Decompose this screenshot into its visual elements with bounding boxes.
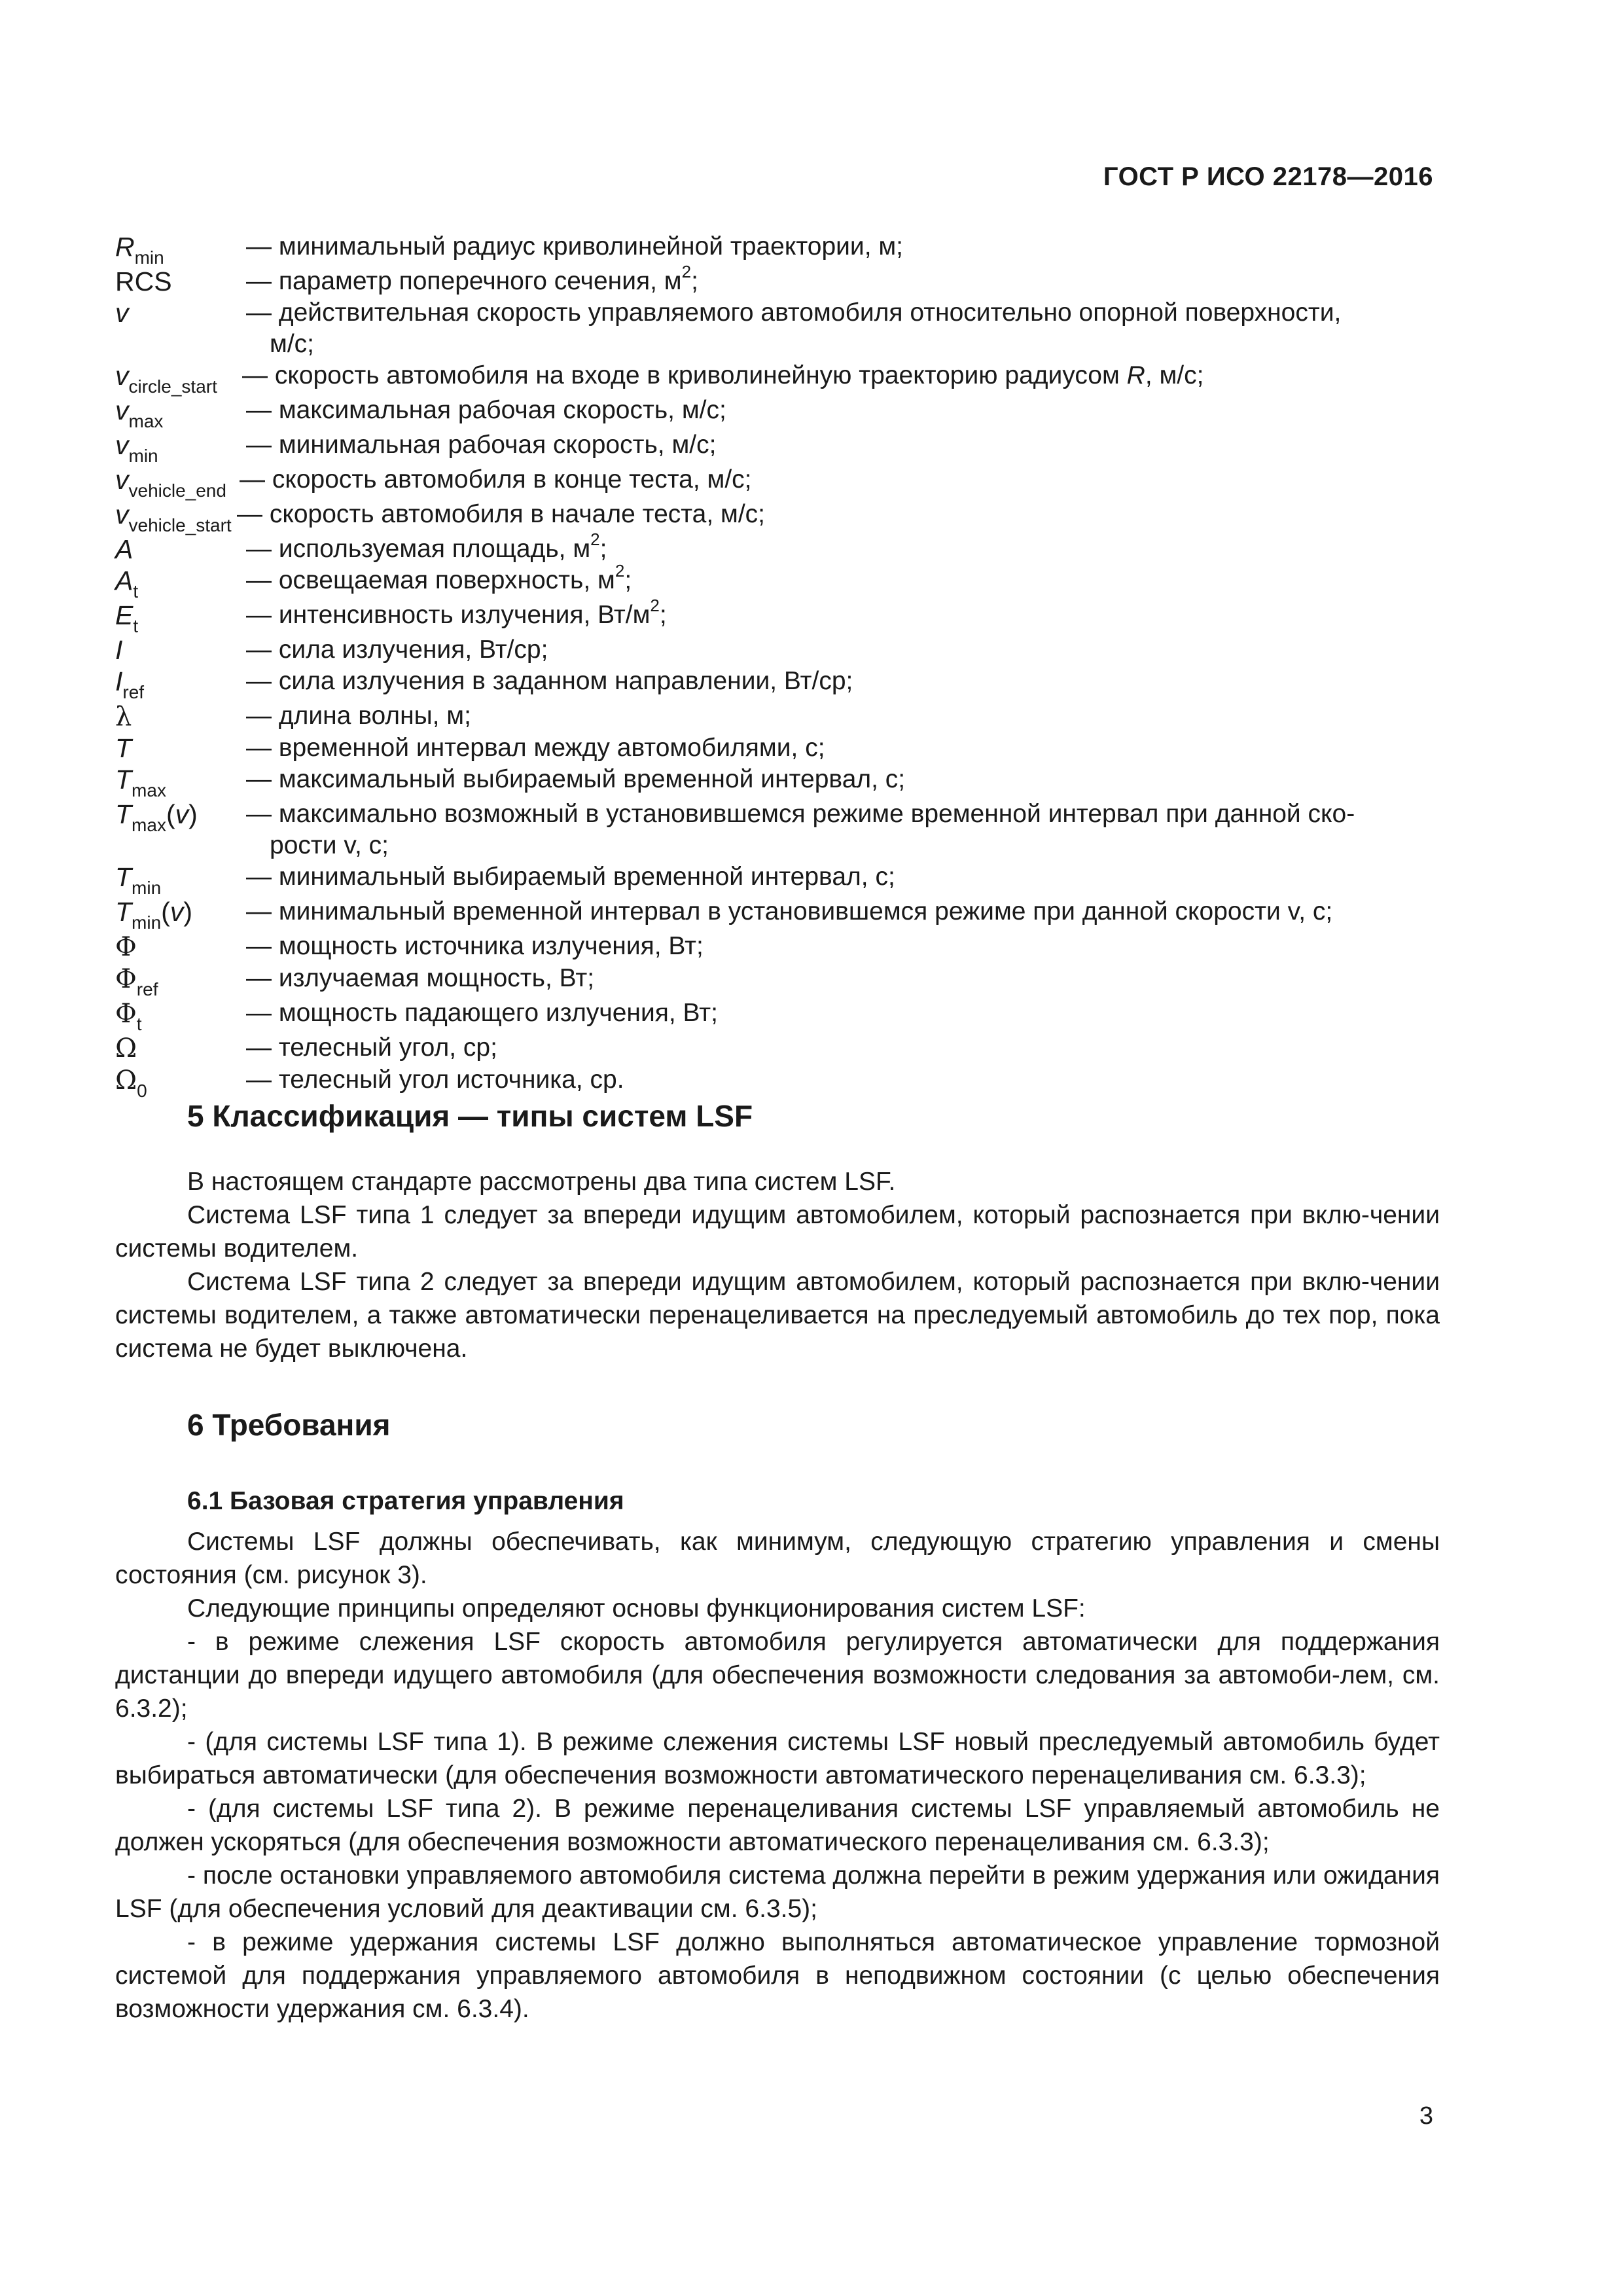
- symbol-definition: — мощность падающего излучения, Вт;: [246, 999, 718, 1027]
- symbol-term: [115, 499, 237, 533]
- symbol-definition: — используемая площадь, $м^2$;: [246, 529, 607, 563]
- symbol-term: [115, 464, 240, 499]
- symbol-term: [115, 1032, 246, 1064]
- symbol-term: [115, 565, 246, 600]
- symbol-definition: — скорость автомобиля в начале теста, м/с;: [237, 500, 766, 528]
- symbol-definition: — минимальный радиус криволинейной траектории, м;: [246, 232, 904, 260]
- symbol-base: v: [115, 298, 129, 328]
- paragraph: Система LSF типа 2 следует за впереди идущим автомобилем, который распознается при вклю-чении системы водителем, а также автоматически перенацеливается на преследуемый автомобиль до тех пор, пока система не будет выключена.: [115, 1268, 1440, 1363]
- paragraph: В настоящем стандарте рассмотрены два типа систем LSF.: [187, 1168, 896, 1196]
- symbol-base: A: [115, 534, 134, 564]
- section-5-heading: 5 Классификация — типы систем LSF: [187, 1099, 753, 1133]
- symbol-term: [115, 297, 246, 329]
- symbol-base: T: [115, 764, 132, 795]
- symbol-row: [115, 464, 1440, 499]
- symbol-subscript: max: [128, 411, 164, 431]
- symbol-base: T: [115, 897, 132, 927]
- symbol-base: A: [115, 565, 134, 596]
- symbol-term: [115, 395, 246, 429]
- symbol-base: Ω: [115, 1066, 137, 1096]
- symbol-definition: — временной интервал между автомобилями, с;: [246, 734, 825, 762]
- paragraph: Следующие принципы определяют основы функционирования систем LSF:: [187, 1594, 1086, 1623]
- symbol-term: [115, 429, 246, 464]
- symbol-subscript: t: [136, 1014, 142, 1034]
- symbol-term: [115, 600, 246, 634]
- symbol-definition: — минимальный выбираемый временной интервал, с;: [246, 863, 895, 891]
- symbol-row: [115, 529, 1440, 565]
- list-item: - (для системы LSF типа 1). В режиме слежения системы LSF новый преследуемый автомобиль будет выбираться автоматически (для обеспечения возможности автоматического перенацеливания см. 6.3.3);: [115, 1728, 1440, 1789]
- subsection-6-1-heading: 6.1 Базовая стратегия управления: [187, 1487, 624, 1515]
- list-item: - (для системы LSF типа 2). В режиме перенацеливания системы LSF управляемый автомобиль не должен ускоряться (для обеспечения возможности автоматического перенацеливания см. 6.3.3);: [115, 1795, 1440, 1856]
- symbol-row: [115, 395, 1440, 429]
- symbol-base: λ: [115, 702, 132, 732]
- symbol-subscript: min: [132, 912, 162, 933]
- standard-id-header: ГОСТ Р ИСО 22178—2016: [1103, 162, 1433, 191]
- symbol-term: [115, 896, 246, 931]
- symbol-definition: — минимальный временной интервал в установившемся режиме при данной скорости v, с;: [246, 897, 1333, 925]
- symbol-subscript: max: [132, 815, 166, 835]
- symbol-base: I: [115, 635, 123, 665]
- symbol-row: [115, 700, 1440, 732]
- symbol-definition: — сила излучения в заданном направлении, Вт/ср;: [246, 667, 853, 695]
- symbol-term: [115, 231, 246, 266]
- symbol-subscript: circle_start: [128, 376, 217, 397]
- symbol-subscript: max: [132, 780, 166, 800]
- symbol-row: [115, 360, 1440, 395]
- symbol-base: v: [115, 361, 129, 391]
- symbol-term: [115, 700, 246, 732]
- symbol-row: [115, 1064, 1440, 1099]
- symbol-base: Φ: [115, 964, 137, 994]
- symbol-definition: — сила излучения, Вт/ср;: [246, 636, 548, 664]
- definition-continuation: м/с;: [270, 330, 314, 358]
- symbol-definition: — интенсивность излучения, $Вт/м^2$;: [246, 596, 667, 629]
- symbol-row: [115, 596, 1440, 636]
- symbol-subscript: min: [132, 878, 162, 898]
- symbol-definition: — действительная скорость управляемого автомобиля относительно опорной поверхности, м/с;: [246, 297, 1440, 360]
- symbol-base: T: [115, 862, 132, 892]
- symbol-definition: — освещаемая поверхность, $м^2$;: [246, 561, 632, 594]
- symbol-base: v: [115, 395, 129, 425]
- symbol-definition: — максимально возможный в установившемся режиме временной интервал при данной ско- рости v, с;: [246, 798, 1440, 861]
- symbol-term: [115, 997, 246, 1032]
- symbol-base: Φ: [115, 999, 137, 1029]
- symbol-definition: — телесный угол, ср;: [246, 1033, 497, 1062]
- symbol-base: T: [115, 799, 132, 829]
- symbol-base: I: [115, 666, 123, 696]
- symbol-definition: — мощность источника излучения, Вт;: [246, 932, 704, 960]
- symbol-term: [115, 732, 246, 764]
- symbol-term: [115, 764, 246, 798]
- symbol-definition: — длина волны, м;: [246, 702, 471, 730]
- symbol-row: [115, 997, 1440, 1032]
- symbol-row: [115, 634, 1440, 666]
- symbol-subscript: min: [128, 446, 158, 466]
- symbol-subscript: t: [133, 616, 139, 636]
- symbol-term: [115, 360, 242, 395]
- symbol-base: Ω: [115, 1033, 137, 1064]
- symbol-definition: — максимальная рабочая скорость, м/с;: [246, 396, 726, 424]
- section-6-body: [115, 1525, 1440, 2026]
- symbol-definition: — максимальный выбираемый временной интервал, с;: [246, 765, 906, 793]
- symbols-list: [115, 231, 1440, 1099]
- symbol-row: [115, 561, 1440, 601]
- symbol-base: v: [115, 465, 129, 495]
- symbol-term: [115, 666, 246, 700]
- symbol-row: [115, 429, 1440, 464]
- symbol-row: [115, 798, 1440, 861]
- symbol-row: [115, 499, 1440, 533]
- symbol-row: [115, 231, 1440, 266]
- section-6-heading: 6 Требования: [187, 1408, 391, 1442]
- symbol-row: [115, 861, 1440, 896]
- paragraph: Система LSF типа 1 следует за впереди идущим автомобилем, который распознается при вклю-чении системы водителем.: [115, 1201, 1440, 1263]
- symbol-row: [115, 1032, 1440, 1064]
- list-item: - в режиме слежения LSF скорость автомобиля регулируется автоматически для поддержания дистанции до впереди идущего автомобиля (для обеспечения возможности следования за автомоби-лем, см. 6.3.2);: [115, 1628, 1440, 1723]
- symbol-term: [115, 798, 246, 833]
- symbol-subscript: ref: [122, 682, 145, 702]
- symbol-definition: — излучаемая мощность, Вт;: [246, 964, 595, 992]
- symbol-definition: — минимальная рабочая скорость, м/с;: [246, 431, 717, 459]
- symbol-subscript: vehicle_start: [128, 515, 232, 535]
- symbol-subscript: vehicle_end: [128, 480, 226, 501]
- list-item: - в режиме удержания системы LSF должно выполняться автоматическое управление тормозной системой для поддержания управляемого автомобиля в неподвижном состоянии (с целью обеспечения возможности удержания см. 6.3.4).: [115, 1928, 1440, 2023]
- symbol-subscript: min: [134, 247, 164, 268]
- symbol-definition: — параметр поперечного сечения, $м^2$;: [246, 262, 698, 295]
- symbol-row: [115, 666, 1440, 700]
- symbol-base: v: [115, 430, 129, 460]
- symbol-term: [115, 963, 246, 997]
- symbol-term: [115, 533, 246, 565]
- symbol-definition: — скорость автомобиля на входе в криволинейную траекторию радиусом R, м/с;: [242, 361, 1204, 389]
- symbol-base: Φ: [115, 932, 137, 962]
- symbol-subscript: t: [133, 581, 139, 601]
- symbol-row: [115, 297, 1440, 360]
- definition-continuation: рости v, с;: [270, 831, 389, 859]
- symbol-argument: (v): [166, 799, 198, 829]
- symbol-definition: — телесный угол источника, ср.: [246, 1066, 624, 1094]
- symbol-subscript: ref: [136, 979, 158, 999]
- symbol-base: v: [115, 499, 129, 529]
- symbol-base: R: [115, 232, 135, 262]
- symbol-base: E: [115, 600, 134, 630]
- symbol-subscript: 0: [137, 1081, 147, 1101]
- symbol-row: [115, 262, 1440, 297]
- symbol-row: [115, 931, 1440, 963]
- symbol-argument: (v): [161, 897, 192, 927]
- paragraph: Системы LSF должны обеспечивать, как минимум, следующую стратегию управления и смены состояния (см. рисунок 3).: [115, 1528, 1440, 1589]
- list-item: - после остановки управляемого автомобиля система должна перейти в режим удержания или ожидания LSF (для обеспечения условий для деактивации см. 6.3.5);: [115, 1861, 1440, 1923]
- page-number: 3: [1419, 2102, 1433, 2130]
- symbol-row: [115, 896, 1440, 931]
- symbol-term: [115, 931, 246, 963]
- symbol-row: [115, 764, 1440, 798]
- symbol-term: [115, 861, 246, 896]
- symbol-row: [115, 732, 1440, 764]
- symbol-definition: — скорость автомобиля в конце теста, м/с;: [240, 465, 752, 493]
- symbol-term: [115, 1064, 246, 1099]
- symbol-term: [115, 266, 246, 297]
- symbol-row: [115, 963, 1440, 997]
- section-5-body: [115, 1165, 1440, 1365]
- symbol-base: T: [115, 733, 132, 763]
- symbol-base: RCS: [115, 266, 172, 296]
- symbol-term: [115, 634, 246, 666]
